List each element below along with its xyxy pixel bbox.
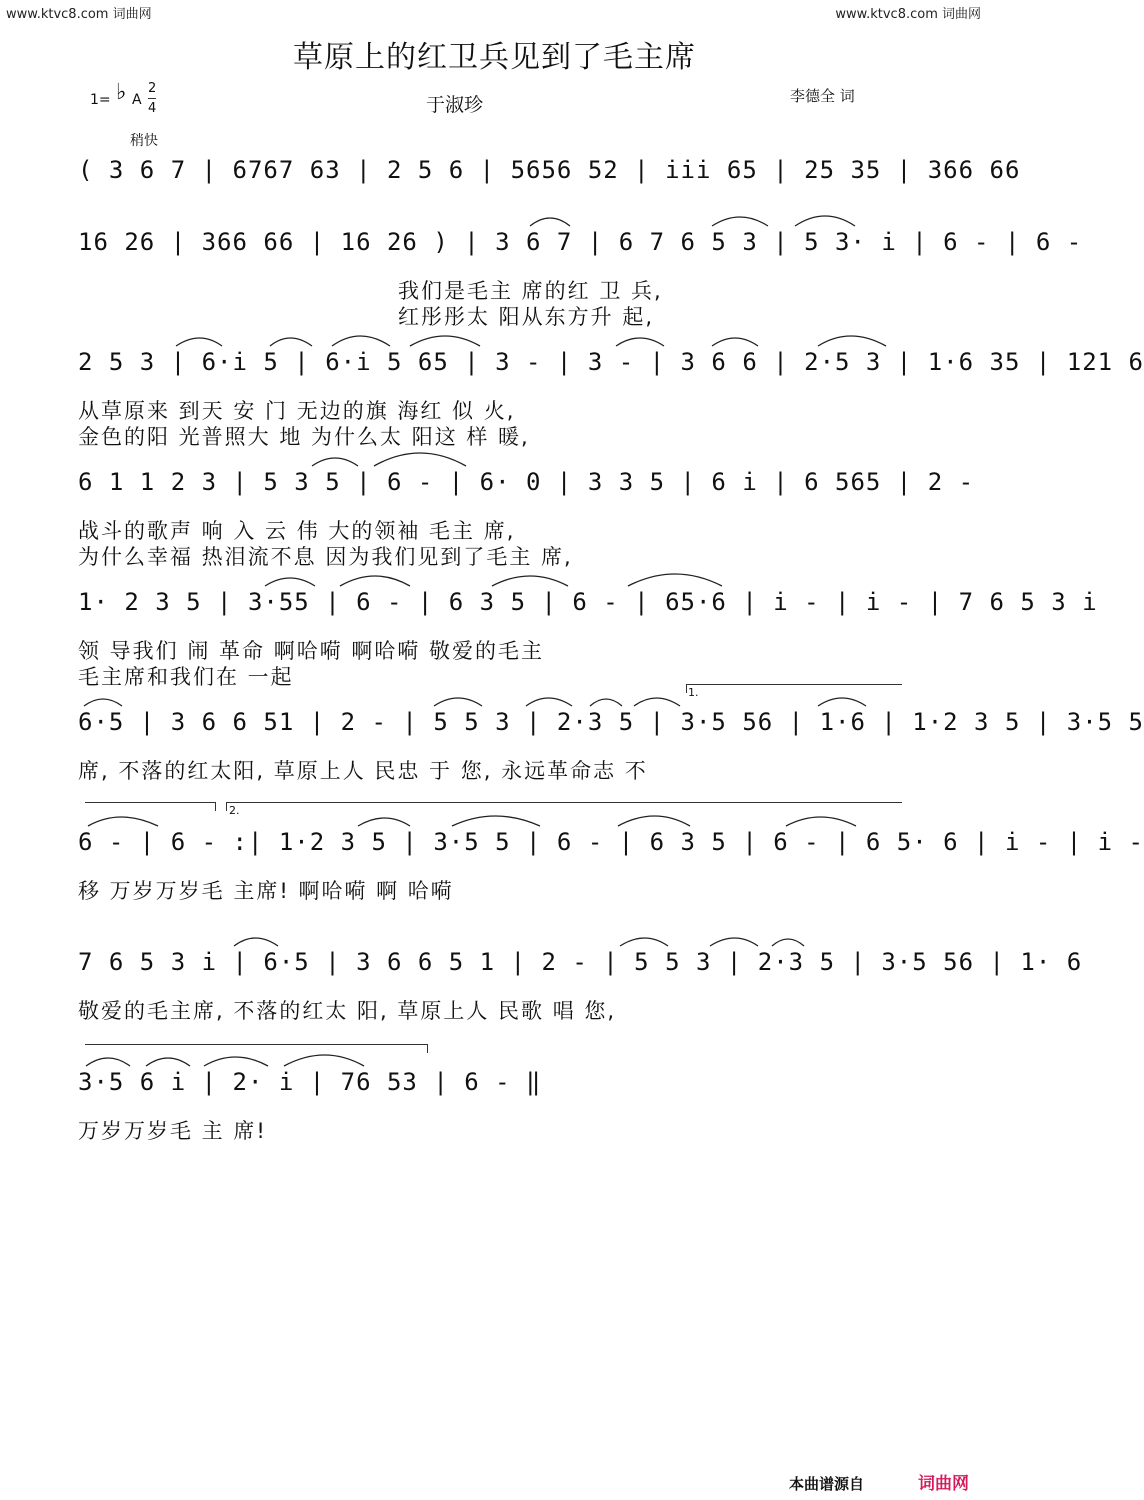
lyrics-line: 金色的阳 光普照大 地 为什么太 阳这 样 暖, [78, 425, 530, 449]
notation-row-6: 6·5 | 3 6 6 51 | 2 - | 5 5 3 | 2·3 5 | 3·5 56 | 1·6 | 1·2 3 5 | 3·5 5 [78, 708, 1144, 736]
volta-2-label: 2. [229, 804, 240, 817]
lyrics-line: 移 万岁万岁毛 主席! 啊哈嗬 啊 哈嗬 [78, 879, 454, 903]
slur-arc [312, 458, 358, 466]
lyrics-line: 我们是毛主 席的红 卫 兵, [398, 279, 663, 303]
slur-arc [712, 338, 758, 346]
slur-arc [410, 336, 480, 346]
slur-arc [358, 818, 410, 826]
notation-row-7: 6 - | 6 - :| 1·2 3 5 | 3·5 5 | 6 - | 6 3 5 | 6 - | 6 5· 6 | i̇ - | i̇ - [78, 828, 1144, 856]
lyrics-line: 毛主席和我们在 一起 [78, 665, 294, 689]
volta-1-label: 1. [688, 686, 699, 699]
notation-row-2: 16 26 | 366 66 | 16 26 ) | 3 6 7 | 6 7 6 5 3 | 5 3· i̇ | 6 - | 6 - [78, 228, 1083, 256]
slur-arc [712, 217, 768, 226]
time-bottom: 4 [148, 101, 157, 116]
slur-arc [270, 338, 312, 346]
slur-arc [620, 938, 668, 946]
slur-arc [616, 338, 664, 346]
notation-row-3: 2 5 3 | 6·i̇ 5 | 6·i̇ 5 65 | 3 - | 3 - | 3 6 6 | 2·5 3 | 1·6 35 | 121 6 [78, 348, 1144, 376]
slur-arc [526, 698, 572, 706]
lyrics-line: 敬爱的毛主席, 不落的红太 阳, 草原上人 民歌 唱 您, [78, 999, 617, 1023]
slur-arc [795, 216, 855, 226]
tempo-marking: 稍快 [130, 133, 158, 149]
slur-arc [86, 1058, 130, 1066]
site-label-left: www.ktvc8.com 词曲网 [6, 7, 152, 22]
song-title: 草原上的红卫兵见到了毛主席 [293, 40, 696, 75]
notation-row-9: 3·5 6 i̇ | 2· i̇ | 76 53 | 6 - ‖ [78, 1068, 542, 1096]
slur-arc [786, 817, 856, 826]
slur-arc [628, 574, 722, 586]
slur-arc [634, 698, 680, 706]
slur-arc [234, 938, 278, 946]
slur-arc [146, 1058, 190, 1066]
notation-row-4: 6 1 1 2 3 | 5 3 5 | 6 - | 6· 0 | 3 3 5 | 6 i̇ | 6 565 | 2 - [78, 468, 975, 496]
slur-arc [265, 578, 315, 586]
slur-arc [772, 939, 804, 946]
slur-arc [176, 338, 222, 346]
slur-arc [492, 576, 568, 586]
lyrics-line: 红彤彤太 阳从东方升 起, [398, 305, 655, 329]
lyrics-line: 席, 不落的红太阳, 草原上人 民忠 于 您, 永远革命志 不 [78, 759, 648, 783]
lyrics-line: 从草原来 到天 安 门 无边的旗 海红 似 火, [78, 399, 516, 423]
brand-logo: 词曲网 [918, 1474, 969, 1494]
site-label-right: www.ktvc8.com 词曲网 [835, 7, 981, 22]
slur-arc [88, 817, 158, 826]
lyrics-line: 万岁万岁毛 主 席! [78, 1119, 267, 1143]
slur-arc [340, 576, 410, 586]
slur-arc [818, 336, 886, 346]
slur-arc [452, 816, 540, 826]
singer: 于淑珍 [426, 94, 484, 116]
slur-arc [204, 1057, 268, 1066]
key-note: A [132, 92, 142, 108]
lyrics-line: 领 导我们 闹 革命 啊哈嗬 啊哈嗬 敬爱的毛主 [78, 639, 545, 663]
slur-arc [84, 699, 122, 706]
slur-arc [530, 218, 570, 226]
slur-arc [710, 938, 758, 946]
key-prefix: 1= [90, 92, 111, 108]
notation-row-5: 1· 2 3 5 | 3·55 | 6 - | 6 3 5 | 6 - | 65·6 | i̇ - | i̇ - | 7 6 5 3 i̇ [78, 588, 1098, 616]
lyricist: 李德全 词 [790, 87, 855, 105]
time-top: 2 [148, 79, 156, 99]
slur-arc [618, 816, 690, 826]
slur-arc [434, 698, 482, 706]
slur-arc [590, 699, 622, 706]
source-label: 本曲谱源自 [788, 1475, 864, 1493]
slur-arc [818, 698, 866, 706]
lyrics-line: 战斗的歌声 响 入 云 伟 大的领袖 毛主 席, [78, 519, 516, 543]
slur-arc [284, 1055, 364, 1066]
lyrics-line: 为什么幸福 热泪流不息 因为我们见到了毛主 席, [78, 545, 573, 569]
notation-row-8: 7 6 5 3 i̇ | 6·5 | 3 6 6 5 1 | 2 - | 5 5 3 | 2·3 5 | 3·5 56 | 1· 6 [78, 948, 1083, 976]
slur-arc [332, 336, 390, 346]
flat-icon: ♭ [116, 80, 127, 105]
notation-row-1: ( 3 6 7 | 6767 63 | 2 5 6 | 5656 52 | i̇i̇i̇ 65 | 25 35 | 366 66 [78, 156, 1021, 184]
slur-arc [374, 453, 466, 466]
